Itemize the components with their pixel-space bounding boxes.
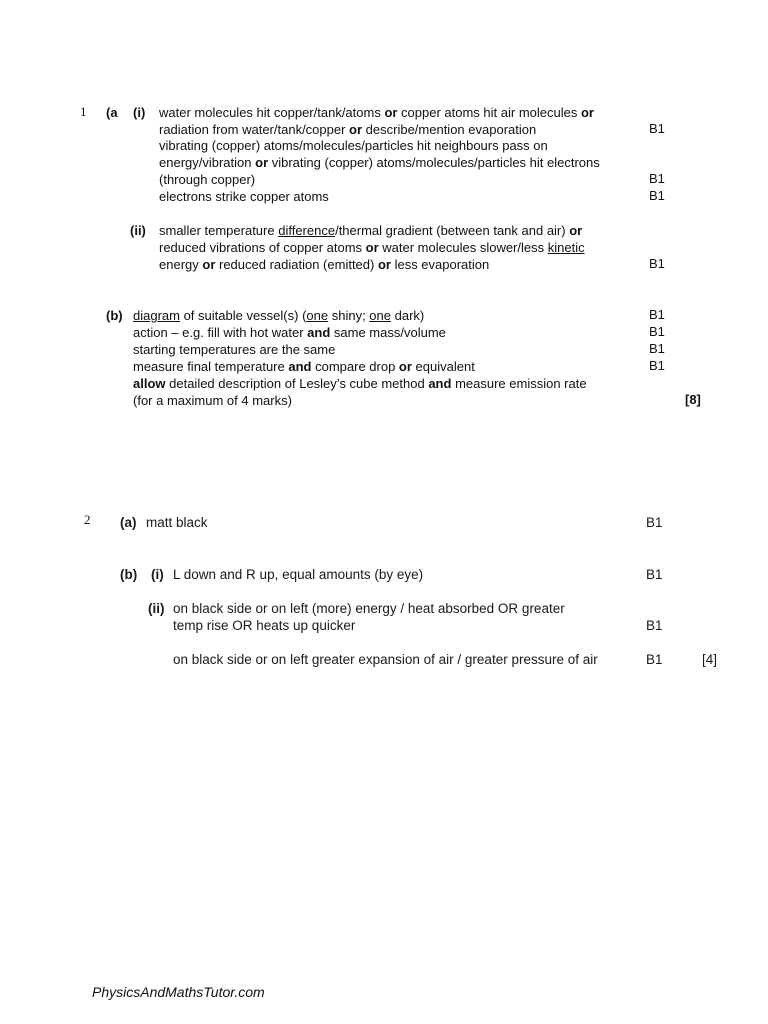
text-segment: (through copper): [159, 172, 256, 187]
footer-source: PhysicsAndMathsTutor.com: [92, 984, 265, 1000]
q1-b-line-2: [133, 324, 446, 341]
q2-a-answer: matt black: [146, 515, 208, 530]
text-segment: or: [349, 122, 363, 137]
q2-part-a-label: (a): [120, 515, 137, 530]
q1-a-mark-2: B1: [649, 171, 665, 186]
text-segment: same mass/volume: [330, 325, 446, 340]
q2-b-i-mark: B1: [646, 567, 663, 582]
text-segment: compare drop: [311, 359, 399, 374]
text-segment: one: [369, 308, 391, 323]
text-segment: less evaporation: [390, 257, 490, 272]
q1-b-mark-4: B1: [649, 358, 665, 373]
q2-a-mark: B1: [646, 515, 663, 530]
q1-a-mark-3: B1: [649, 188, 665, 203]
text-segment: radiation from water/tank/copper: [159, 122, 350, 137]
question-2-number: 2: [84, 512, 91, 527]
text-segment: vibrating (copper) atoms/molecules/particles hit neighbours pass on: [159, 138, 548, 153]
q1-a-i-line-5: [159, 171, 255, 188]
text-segment: water molecules slower/less: [378, 240, 548, 255]
text-segment: describe/mention evaporation: [362, 122, 537, 137]
q2-b-ii-line-1: on black side or on left (more) energy / heat absorbed OR greater: [173, 601, 565, 616]
text-segment: one: [306, 308, 329, 323]
q1-b-line-5: [133, 375, 587, 392]
text-segment: diagram: [133, 308, 180, 323]
text-segment: /thermal gradient (between tank and air): [335, 223, 570, 238]
text-segment: or: [365, 240, 379, 255]
text-segment: or: [384, 105, 398, 120]
q1-b-mark-3: B1: [649, 341, 665, 356]
q1-a-i-line-2: [159, 121, 536, 138]
text-segment: water molecules hit copper/tank/atoms: [159, 105, 385, 120]
text-segment: copper atoms hit air molecules: [397, 105, 581, 120]
text-segment: (for a maximum of 4 marks): [133, 393, 292, 408]
text-segment: difference: [278, 223, 336, 238]
text-segment: reduced vibrations of copper atoms: [159, 240, 366, 255]
text-segment: or: [255, 155, 269, 170]
text-segment: electrons strike copper atoms: [159, 189, 329, 204]
text-segment: of suitable vessel(s) (: [179, 308, 307, 323]
text-segment: allow: [133, 376, 166, 391]
q1-b-mark-1: B1: [649, 307, 665, 322]
text-segment: reduced radiation (emitted): [215, 257, 378, 272]
text-segment: action – e.g. fill with hot water: [133, 325, 308, 340]
q2-b-ii-label: (ii): [148, 601, 165, 616]
q1-a-ii-mark: B1: [649, 256, 665, 271]
text-segment: and: [307, 325, 331, 340]
q1-part-b-label: (b): [106, 308, 123, 323]
text-segment: starting temperatures are the same: [133, 342, 336, 357]
q1-a-i-line-4: [159, 154, 600, 171]
text-segment: kinetic: [547, 240, 585, 255]
q2-part-b-label: (b): [120, 567, 138, 582]
q1-b-line-6: [133, 392, 292, 409]
text-segment: smaller temperature: [159, 223, 279, 238]
text-segment: energy/vibration: [159, 155, 256, 170]
q2-b-ii-mark-1: B1: [646, 618, 663, 633]
text-segment: energy: [159, 257, 203, 272]
q1-b-line-1: [133, 307, 424, 324]
text-segment: or: [377, 257, 391, 272]
q2-b-ii-line-3: on black side or on left greater expansion of air / greater pressure of air: [173, 652, 598, 667]
question-1-number: 1: [80, 104, 87, 119]
q1-part-a-label: (a: [106, 105, 118, 120]
text-segment: and: [428, 376, 452, 391]
q2-total-marks: [4]: [702, 652, 718, 667]
text-segment: or: [580, 105, 594, 120]
text-segment: dark): [391, 308, 425, 323]
q1-total-marks: [8]: [685, 392, 701, 407]
text-segment: or: [202, 257, 216, 272]
text-segment: detailed description of Lesley’s cube method: [165, 376, 429, 391]
text-segment: or: [569, 223, 583, 238]
q1-a-ii-line-3: [159, 256, 489, 273]
text-segment: and: [288, 359, 312, 374]
q1-b-line-4: [133, 358, 475, 375]
q2-b-ii-mark-2: B1: [646, 652, 663, 667]
q1-b-mark-2: B1: [649, 324, 665, 339]
q2-b-i-label: (i): [151, 567, 164, 582]
q2-b-i-answer: L down and R up, equal amounts (by eye): [173, 567, 424, 582]
q1-a-ii-line-1: [159, 222, 582, 239]
text-segment: equivalent: [411, 359, 475, 374]
q1-a-mark-1: B1: [649, 121, 665, 136]
text-segment: shiny;: [328, 308, 370, 323]
text-segment: measure emission rate: [451, 376, 587, 391]
q1-b-line-3: [133, 341, 335, 358]
q1-a-ii-label: (ii): [130, 223, 146, 238]
q1-a-ii-line-2: [159, 239, 585, 256]
q2-b-ii-line-2: temp rise OR heats up quicker: [173, 618, 356, 633]
text-segment: measure final temperature: [133, 359, 289, 374]
q1-a-i-line-6: [159, 188, 329, 205]
text-segment: vibrating (copper) atoms/molecules/particles hit electrons: [268, 155, 600, 170]
q1-a-i-label: (i): [133, 105, 146, 120]
q1-a-i-line-1: [159, 104, 594, 121]
text-segment: or: [398, 359, 412, 374]
q1-a-i-line-3: [159, 137, 548, 154]
